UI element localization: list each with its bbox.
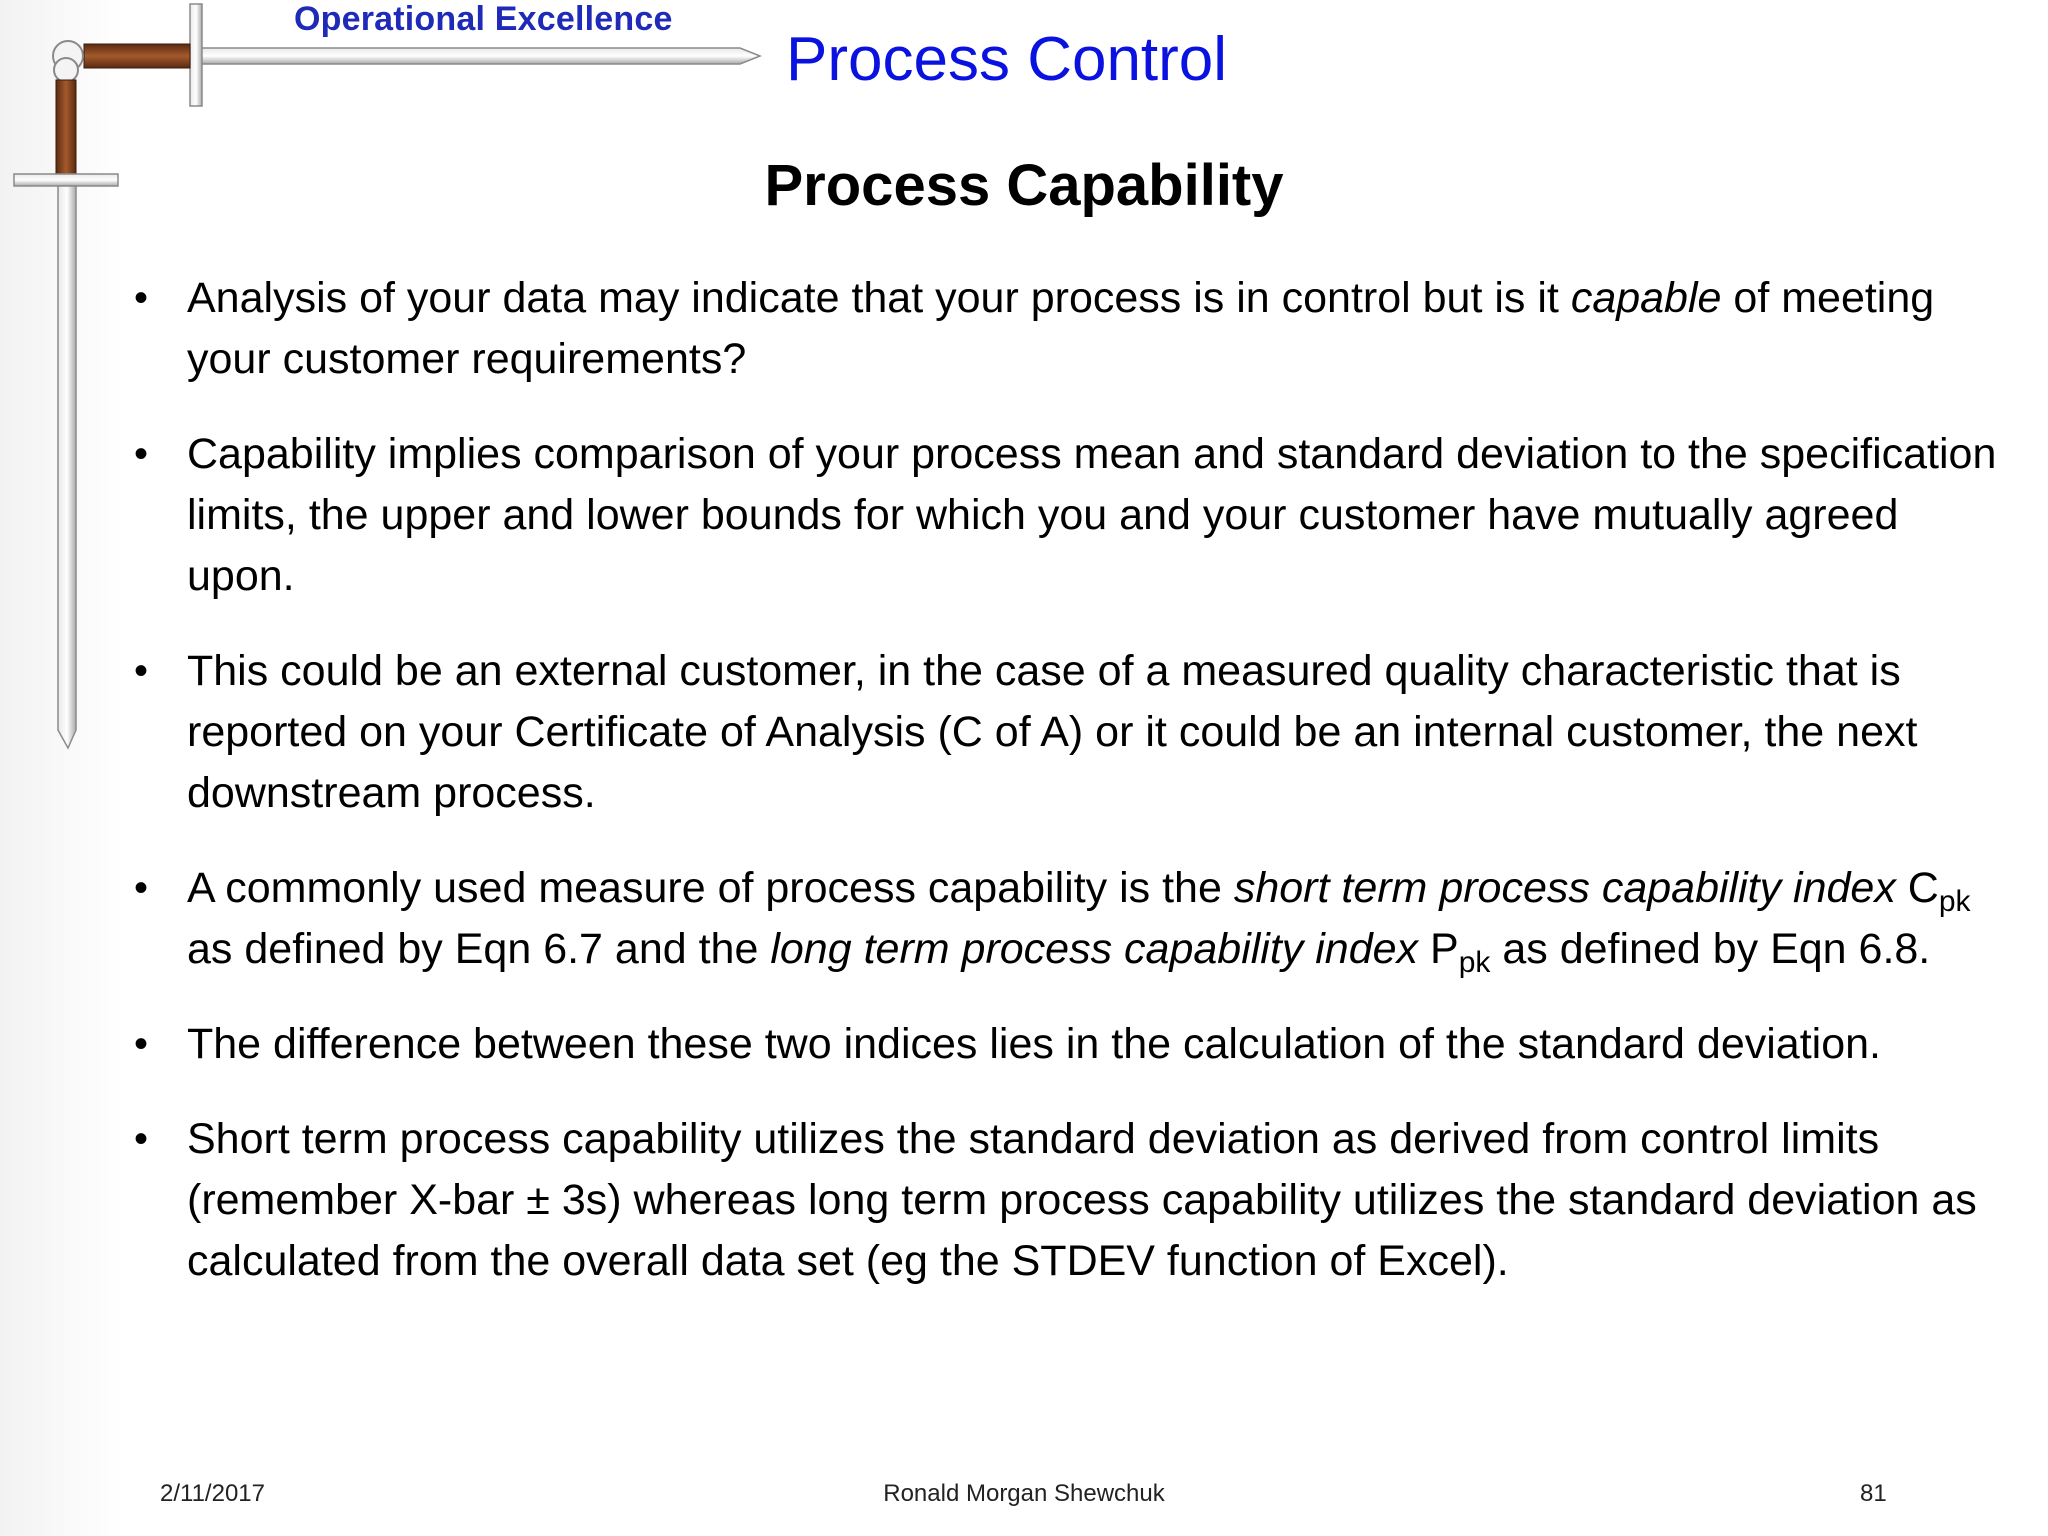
footer-date: 2/11/2017	[160, 1480, 265, 1507]
bullet-dot-icon: •	[134, 1022, 149, 1066]
page-number: 81	[1860, 1480, 1887, 1507]
brand-label: Operational Excellence	[294, 0, 673, 38]
bullet-item: • Analysis of your data may indicate that your process is in control but is it capable of meeting your customer requirements?	[130, 268, 2010, 390]
bullet-dot-icon: •	[134, 649, 149, 693]
bullet-item: • A commonly used measure of process capability is the short term process capability index $C_{pk}$ as defined by Eqn 6.7 and the long term process capability index $P_{pk}$ as defined by Eqn 6.8.	[130, 858, 2010, 980]
bullet-dot-icon: •	[134, 276, 149, 320]
bullet-list	[130, 268, 2010, 1326]
bullet-dot-icon: •	[134, 1117, 149, 1161]
section-title: Process Control	[786, 25, 1228, 94]
bullet-item: • Short term process capability utilizes the standard deviation as derived from control limits (remember X-bar ± 3s) whereas long term process capability utilizes the standard deviation as calculated from the overall data set (eg the STDEV function of Excel).	[130, 1109, 2010, 1292]
bullet-dot-icon: •	[134, 866, 149, 910]
bullet-item: • This could be an external customer, in the case of a measured quality characteristic that is reported on your Certificate of Analysis (C of A) or it could be an internal customer, the next downstream process.	[130, 641, 2010, 824]
slide-title: Process Capability	[764, 153, 1284, 218]
footer-author: Ronald Morgan Shewchuk	[883, 1480, 1165, 1507]
bullet-item: • The difference between these two indices lies in the calculation of the standard deviation.	[130, 1014, 2010, 1075]
bullet-item: • Capability implies comparison of your process mean and standard deviation to the specification limits, the upper and lower bounds for which you and your customer have mutually agreed upon.	[130, 424, 2010, 607]
bullet-dot-icon: •	[134, 432, 149, 476]
